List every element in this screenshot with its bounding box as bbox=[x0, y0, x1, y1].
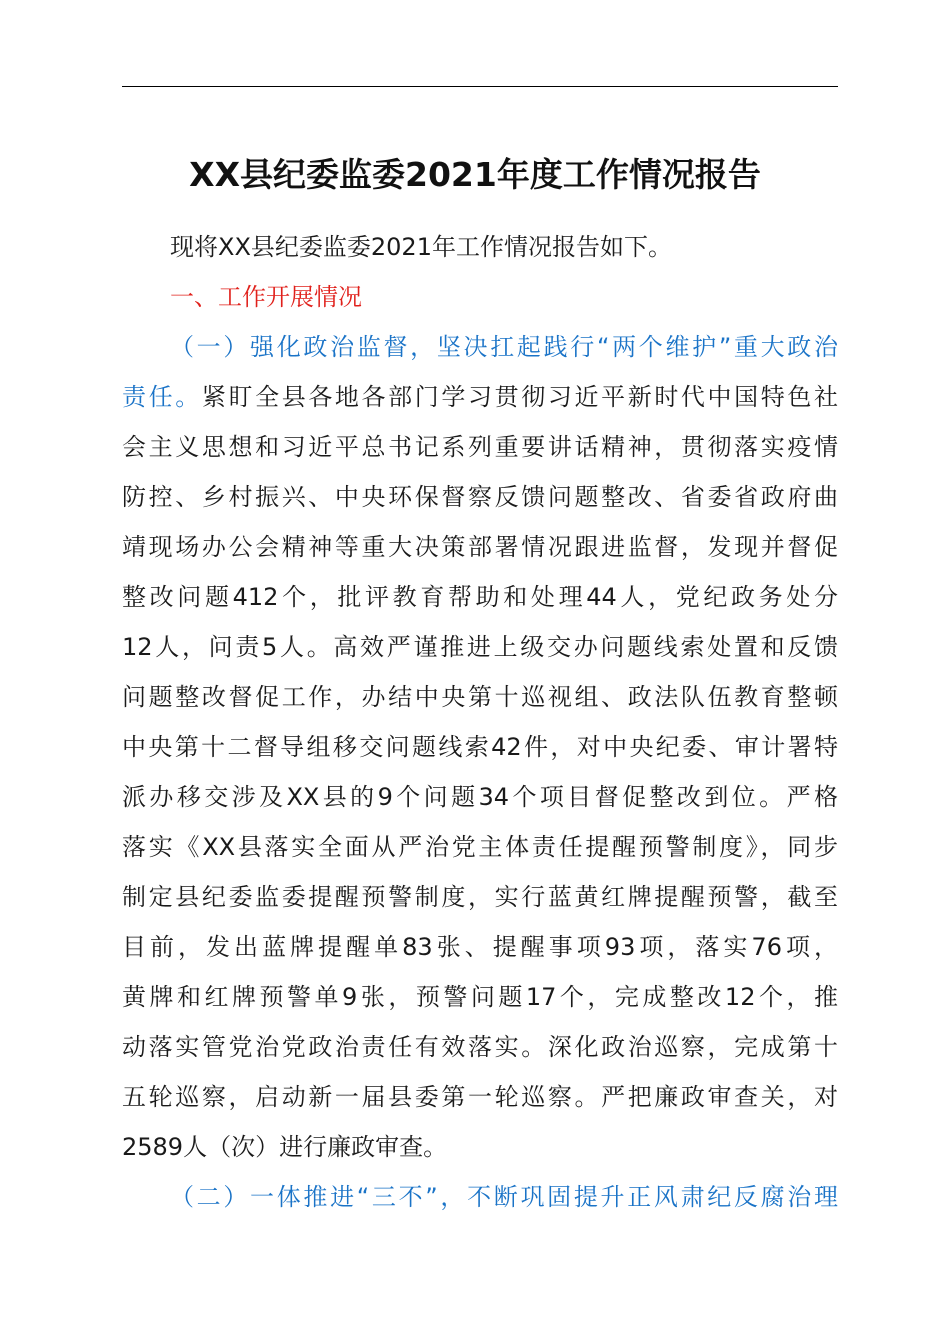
paragraph-1-line: 中央第十二督导组移交问题线索42件，对中央纪委、审计署特 bbox=[122, 733, 838, 761]
intro-paragraph: 现将XX县纪委监委2021年工作情况报告如下。 bbox=[170, 233, 672, 261]
paragraph-1-line: 会主义思想和习近平总书记系列重要讲话精神，贯彻落实疫情 bbox=[122, 433, 838, 461]
paragraph-1-line: 制定县纪委监委提醒预警制度，实行蓝黄红牌提醒预警，截至 bbox=[122, 883, 838, 911]
paragraph-1-line: 2589人（次）进行廉政审查。 bbox=[122, 1133, 448, 1161]
section-heading-1: 一、工作开展情况 bbox=[170, 283, 362, 311]
paragraph-1-line: 问题整改督促工作，办结中央第十巡视组、政法队伍教育整顿 bbox=[122, 683, 838, 711]
paragraph-1-line: 12人，问责5人。高效严谨推进上级交办问题线索处置和反馈 bbox=[122, 633, 838, 661]
document-title: XX县纪委监委2021年度工作情况报告 bbox=[189, 155, 761, 194]
paragraph-1-line: 目前，发出蓝牌提醒单83张、提醒事项93项，落实76项， bbox=[122, 933, 838, 961]
paragraph-1-first-line bbox=[122, 372, 838, 422]
paragraph-1-line: 防控、乡村振兴、中央环保督察反馈问题整改、省委省政府曲 bbox=[122, 483, 838, 511]
paragraph-1-line: 紧盯全县各地各部门学习贯彻习近平新时代中国特色社 bbox=[201, 383, 839, 411]
paragraph-1-line: 靖现场办公会精神等重大决策部署情况跟进监督，发现并督促 bbox=[122, 533, 838, 561]
paragraph-1-line: 动落实管党治党政治责任有效落实。深化政治巡察，完成第十 bbox=[122, 1033, 838, 1061]
paragraph-1-line: 派办移交涉及XX县的9个问题34个项目督促整改到位。严格 bbox=[122, 783, 838, 811]
document-body bbox=[122, 222, 838, 1222]
paragraph-1-line: 五轮巡察，启动新一届县委第一轮巡察。严把廉政审查关，对 bbox=[122, 1083, 838, 1111]
subsection-heading-1: （一）强化政治监督，坚决扛起践行“两个维护”重大政治 bbox=[170, 333, 838, 361]
paragraph-1-line: 黄牌和红牌预警单9张，预警问题17个，完成整改12个，推 bbox=[122, 983, 838, 1011]
paragraph-1-line: 落实《XX县落实全面从严治党主体责任提醒预警制度》，同步 bbox=[122, 833, 838, 861]
paragraph-1-line: 整改问题412个，批评教育帮助和处理44人，党纪政务处分 bbox=[122, 583, 838, 611]
subsection-heading-2: （二）一体推进“三不”，不断巩固提升正风肃纪反腐治理 bbox=[170, 1183, 838, 1211]
header-rule bbox=[122, 86, 838, 87]
subsection-heading-1-end: 责任。 bbox=[122, 383, 202, 411]
